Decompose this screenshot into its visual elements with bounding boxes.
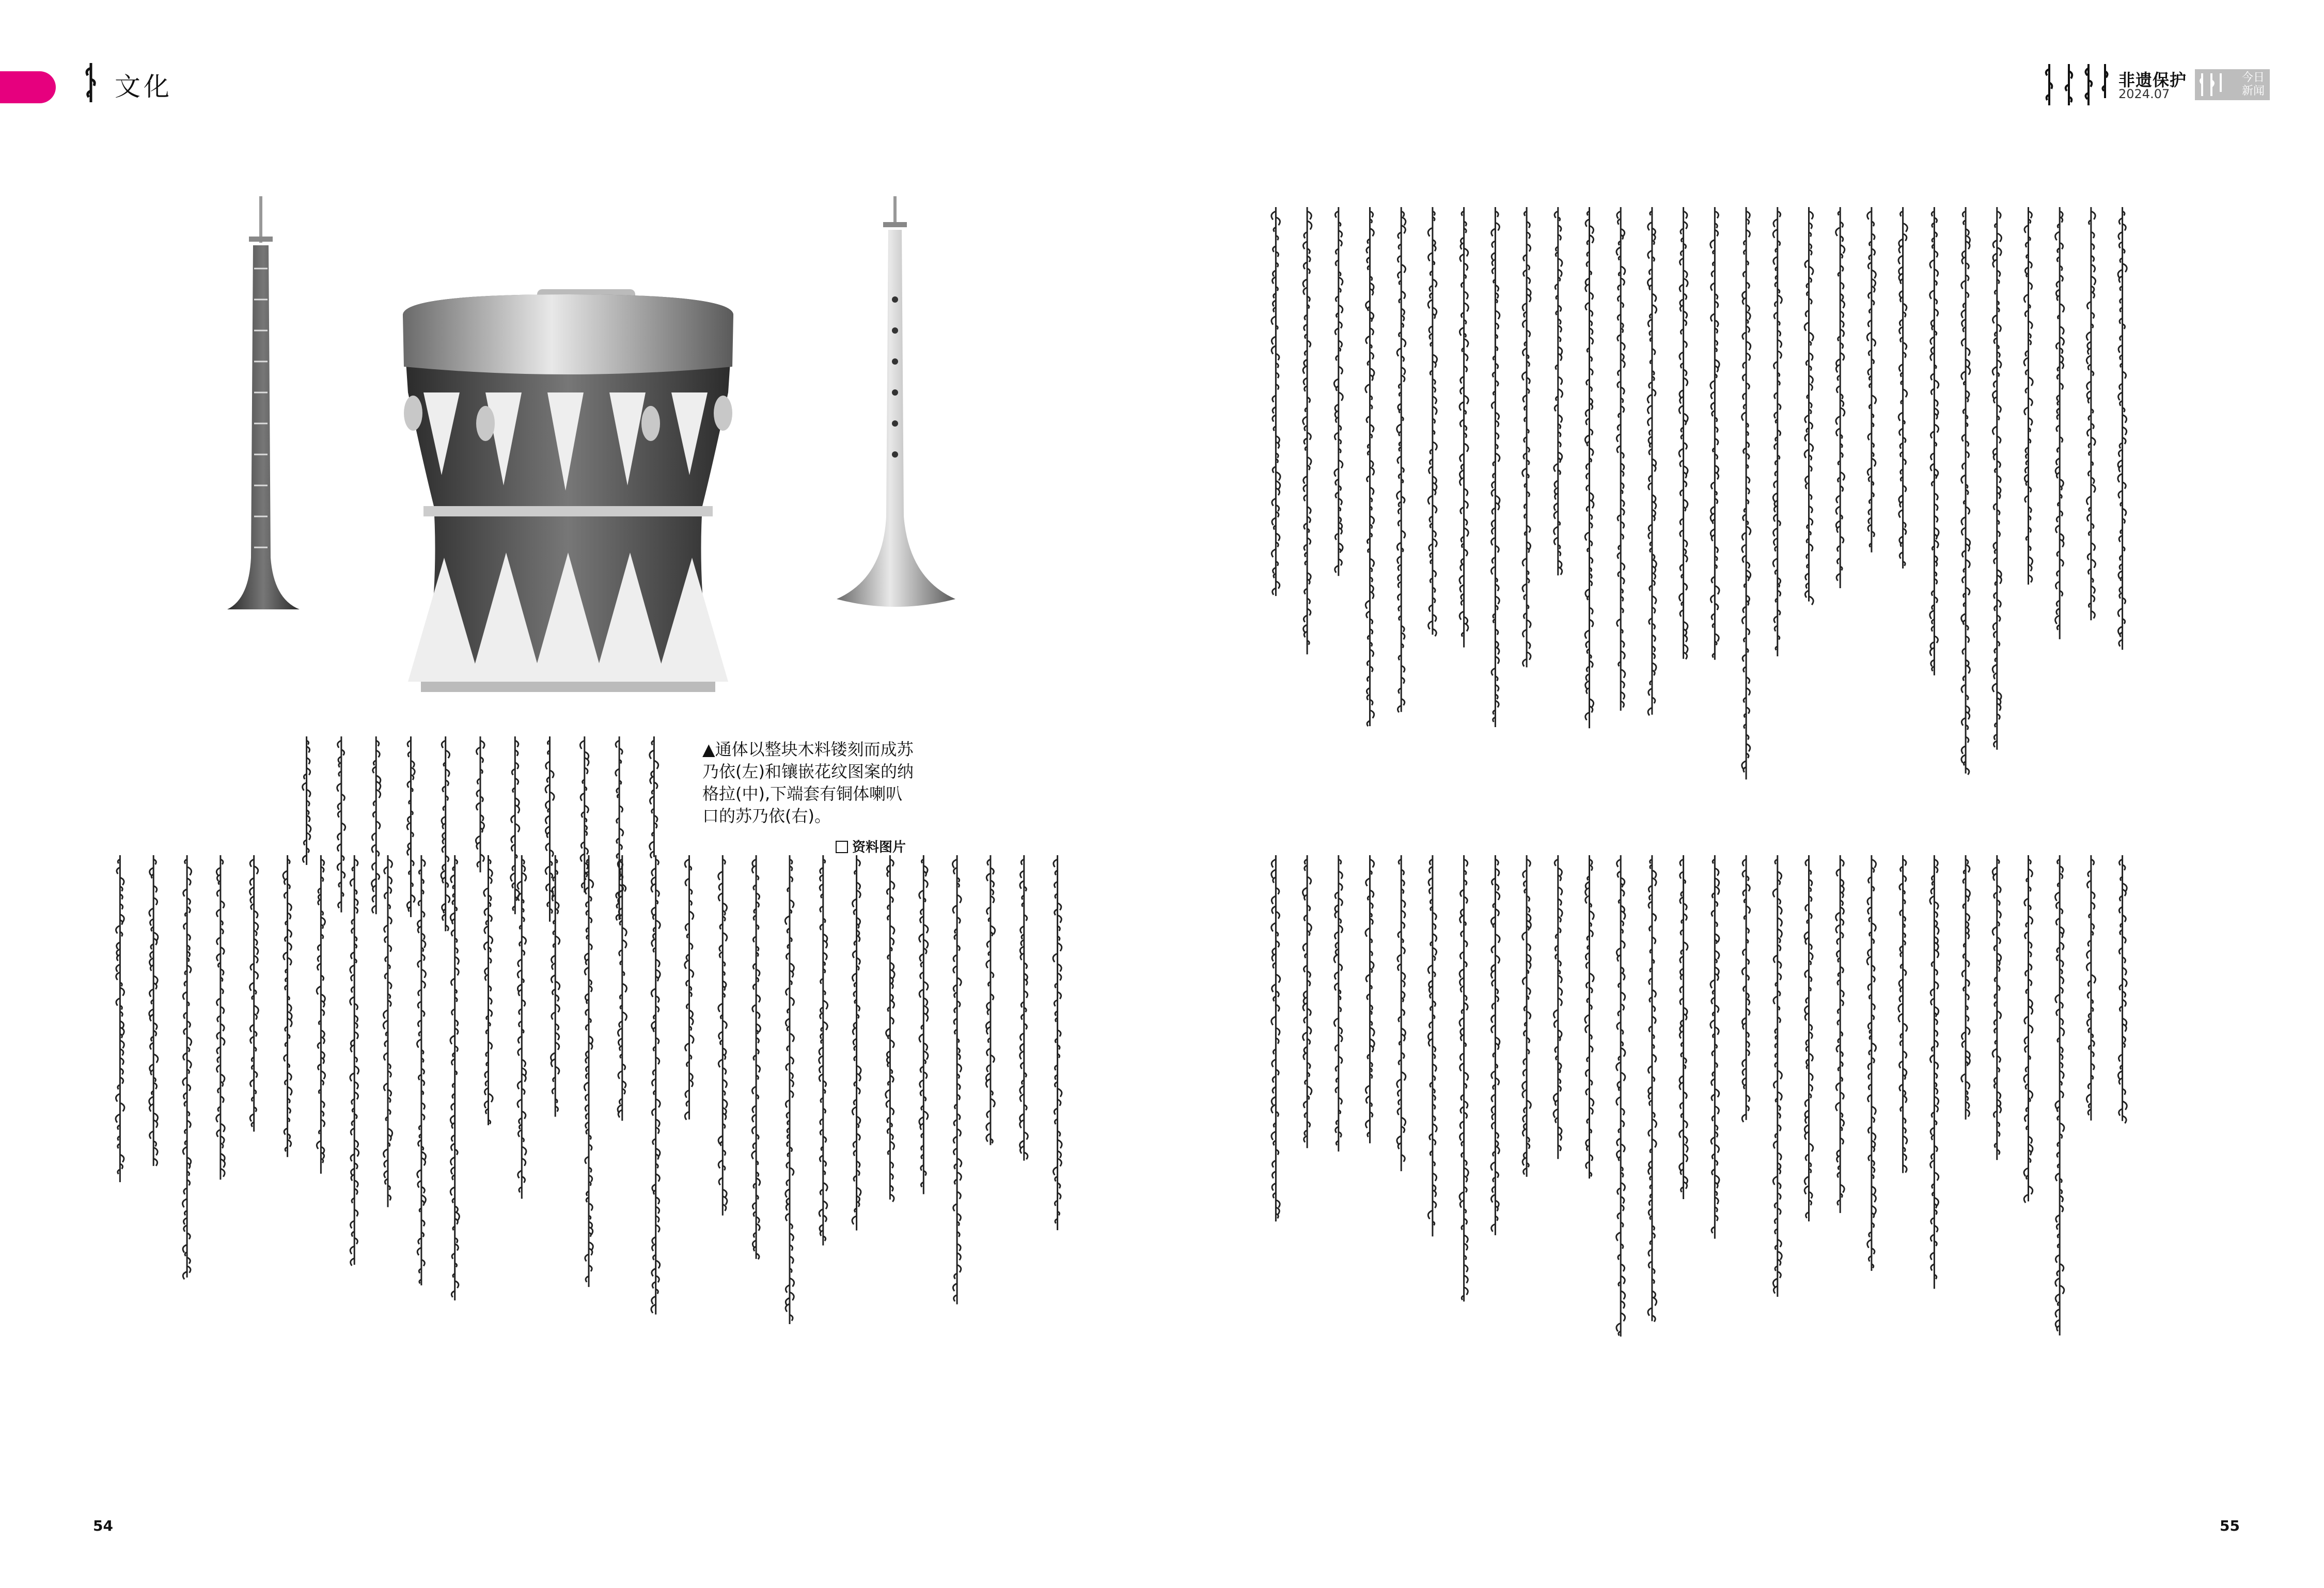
square-icon: [836, 841, 848, 853]
mongolian-text-column: [1585, 207, 1594, 728]
section-title: 文化: [115, 72, 172, 102]
page-number-right: 55: [2220, 1517, 2240, 1534]
logo-text: 今日 新闻: [2241, 71, 2265, 98]
mongolian-text-column: [1428, 855, 1437, 1236]
mongolian-text-column: [1616, 855, 1625, 1337]
mongolian-text-column: [1804, 855, 1813, 1221]
mongolian-text-column: [886, 855, 894, 1202]
mongolian-text-column: [2086, 207, 2095, 620]
mongolian-text-column: [2086, 855, 2095, 1121]
mongolian-text-column: [1334, 855, 1342, 1152]
mongolian-text-column: [441, 736, 450, 931]
mongolian-text-column: [1710, 207, 1719, 660]
mongolian-text-column: [1804, 207, 1813, 605]
mongolian-text-column: [149, 855, 158, 1166]
mongolian-text-column: [545, 736, 554, 922]
mongolian-text-column: [511, 736, 520, 914]
mongolian-text-column: [337, 736, 346, 913]
mongolian-text-column: [2118, 855, 2127, 1123]
mongolian-text-column: [476, 736, 484, 872]
mongolian-text-column: [1992, 855, 2001, 1160]
mongolian-text-column: [2024, 855, 2033, 1203]
mongolian-text-column: [2055, 207, 2064, 639]
mongolian-text-column: [1271, 855, 1280, 1221]
mongolian-text-column: [1554, 207, 1563, 575]
mongolian-text-column: [1647, 207, 1656, 715]
mongolian-text-column: [852, 855, 861, 1231]
mongolian-text-column: [1491, 207, 1500, 727]
issue-date: 2024.07: [2118, 87, 2170, 101]
mongolian-text-column: [1616, 207, 1625, 711]
mongolian-text-column: [1020, 855, 1028, 1161]
mongolian-text-column: [616, 736, 623, 920]
suonaiyi-right: [837, 196, 955, 607]
mongolian-text-column: [1397, 855, 1406, 1171]
mongolian-text-column: [785, 855, 794, 1324]
mongolian-text-column: [1930, 207, 1939, 675]
mongolian-text-column: [1930, 855, 1939, 1289]
mongolian-text-column: [1365, 207, 1374, 726]
mongolian-text-column: [303, 736, 311, 865]
nagela-drum: [403, 289, 733, 692]
mongolian-text-column: [919, 855, 928, 1194]
text-block-right-upper: [1260, 204, 2138, 813]
text-block-right-lower: [1260, 852, 2138, 1358]
mongolian-text-column: [952, 855, 961, 1304]
mongolian-text-column: [1836, 207, 1845, 588]
mongolian-text-column: [1679, 207, 1688, 659]
mongolian-text-column: [1961, 855, 1970, 1120]
mongolian-text-column: [1428, 207, 1437, 636]
mongolian-text-column: [1365, 855, 1374, 1143]
mongolian-text-column: [1522, 855, 1531, 1177]
mongolian-column-title: [2039, 62, 2111, 107]
mongolian-text-column: [752, 855, 761, 1260]
page-number-left: 54: [93, 1517, 113, 1534]
mongolian-text-column: [1773, 855, 1782, 1297]
mongolian-text-column: [1742, 855, 1750, 1122]
mongolian-text-column: [1553, 855, 1562, 1159]
mongolian-text-column: [1303, 207, 1312, 654]
section-accent-tab: [0, 71, 56, 103]
publication-logo: [2195, 69, 2270, 100]
mongolian-text-column: [1898, 207, 1907, 569]
mongolian-text-column: [1773, 207, 1782, 656]
mongolian-text-column: [1867, 855, 1876, 1271]
mongolian-text-column: [1396, 207, 1405, 712]
mongolian-text-column: [1491, 855, 1500, 1235]
mongolian-text-column: [250, 855, 259, 1131]
credit-label: 资料图片: [852, 840, 906, 855]
mongolian-text-column: [1898, 855, 1907, 1173]
mongolian-text-column: [1302, 855, 1311, 1148]
mongolian-text-column: [1459, 207, 1468, 648]
mongolian-text-column: [1992, 207, 2001, 750]
mongolian-text-column: [1836, 855, 1845, 1213]
mongolian-text-column: [2055, 855, 2064, 1335]
mongolian-section-mark: [83, 62, 99, 103]
mongolian-text-column: [1867, 207, 1876, 553]
mongolian-text-column: [2118, 207, 2127, 650]
mongolian-text-column: [1961, 207, 1970, 775]
suonaiyi-left: [227, 196, 300, 609]
mongolian-text-column: [1585, 855, 1594, 1178]
mongolian-text-column: [1522, 207, 1531, 667]
mongolian-text-column: [580, 736, 589, 892]
mongolian-text-column: [685, 855, 694, 1120]
mongolian-text-column: [1271, 207, 1280, 596]
mongolian-text-column: [986, 855, 995, 1145]
mongolian-text-column: [718, 855, 727, 1216]
column-title: 非遗保护: [2118, 70, 2187, 90]
mongolian-text-column: [1648, 855, 1657, 1322]
instrument-photo: [217, 196, 992, 728]
mongolian-text-column: [1334, 207, 1343, 576]
caption-mongolian: [289, 733, 671, 971]
mongolian-text-column: [216, 855, 225, 1180]
mongolian-text-column: [372, 736, 381, 914]
mongolian-text-column: [183, 855, 192, 1279]
mongolian-text-column: [1710, 855, 1719, 1239]
photo-caption: ▲通体以整块木料镂刻而成苏乃依(左)和镶嵌花纹图案的纳格拉(中),下端套有铜体喇叭口的苏乃依(右)。: [702, 740, 914, 826]
mongolian-text-column: [407, 736, 415, 917]
mongolian-text-column: [1053, 855, 1062, 1230]
mongolian-text-column: [1459, 855, 1468, 1301]
mongolian-text-column: [1679, 855, 1688, 1199]
mongolian-text-column: [650, 736, 658, 858]
mongolian-text-column: [819, 855, 828, 1246]
mongolian-text-column: [1742, 207, 1751, 779]
mongolian-text-column: [2024, 207, 2033, 585]
mongolian-text-column: [116, 855, 124, 1182]
